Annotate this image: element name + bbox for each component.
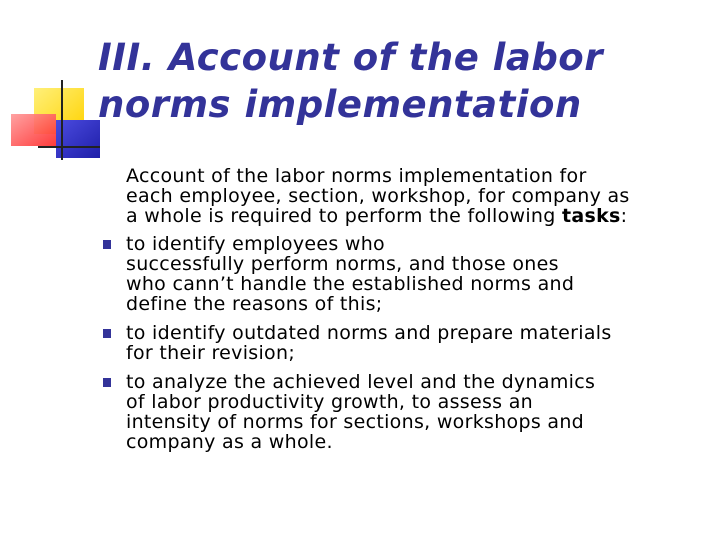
- bullet-3-line-1: to analyze the achieved level and the dynamics: [126, 371, 596, 393]
- bullet-1-line-1: to identify employees who: [126, 233, 385, 255]
- title-line-1: III. Account of the labor: [98, 36, 603, 79]
- intro-tasks-bold: tasks: [561, 205, 621, 227]
- bullet-item-1: [126, 234, 702, 314]
- bullet-3-line-2: of labor productivity growth, to assess an: [126, 391, 533, 413]
- slide-body: [102, 166, 702, 461]
- decorative-squares-graphic: [0, 0, 110, 170]
- bullet-3-line-3: intensity of norms for sections, workshops and: [126, 411, 585, 433]
- bullet-item-2: [126, 323, 702, 363]
- bullet-item-3: [126, 372, 702, 452]
- intro-line-3-prefix: a whole is required to perform the following: [126, 205, 562, 227]
- title-line-2: norms implementation: [98, 83, 582, 126]
- intro-line-3-suffix: :: [620, 205, 628, 227]
- intro-paragraph: [126, 166, 702, 226]
- bullet-2-line-2: for their revision;: [126, 342, 296, 364]
- red-square: [11, 114, 56, 146]
- bullet-square-icon: [103, 240, 111, 249]
- bullet-2-line-1: to identify outdated norms and prepare materials: [126, 322, 612, 344]
- intro-line-1: Account of the labor norms implementation for: [126, 165, 587, 187]
- intro-line-2: each employee, section, workshop, for company as: [126, 185, 630, 207]
- bullet-1-line-3: who cann’t handle the established norms and: [126, 273, 575, 295]
- slide-title: [98, 34, 698, 128]
- bullet-3-line-4: company as a whole.: [126, 431, 333, 453]
- bullet-1-line-2: successfully perform norms, and those ones: [126, 253, 559, 275]
- bullet-1-line-4: define the reasons of this;: [126, 293, 383, 315]
- intro-line-3: [126, 206, 702, 226]
- bullet-square-icon: [103, 329, 111, 338]
- bullet-square-icon: [103, 378, 111, 387]
